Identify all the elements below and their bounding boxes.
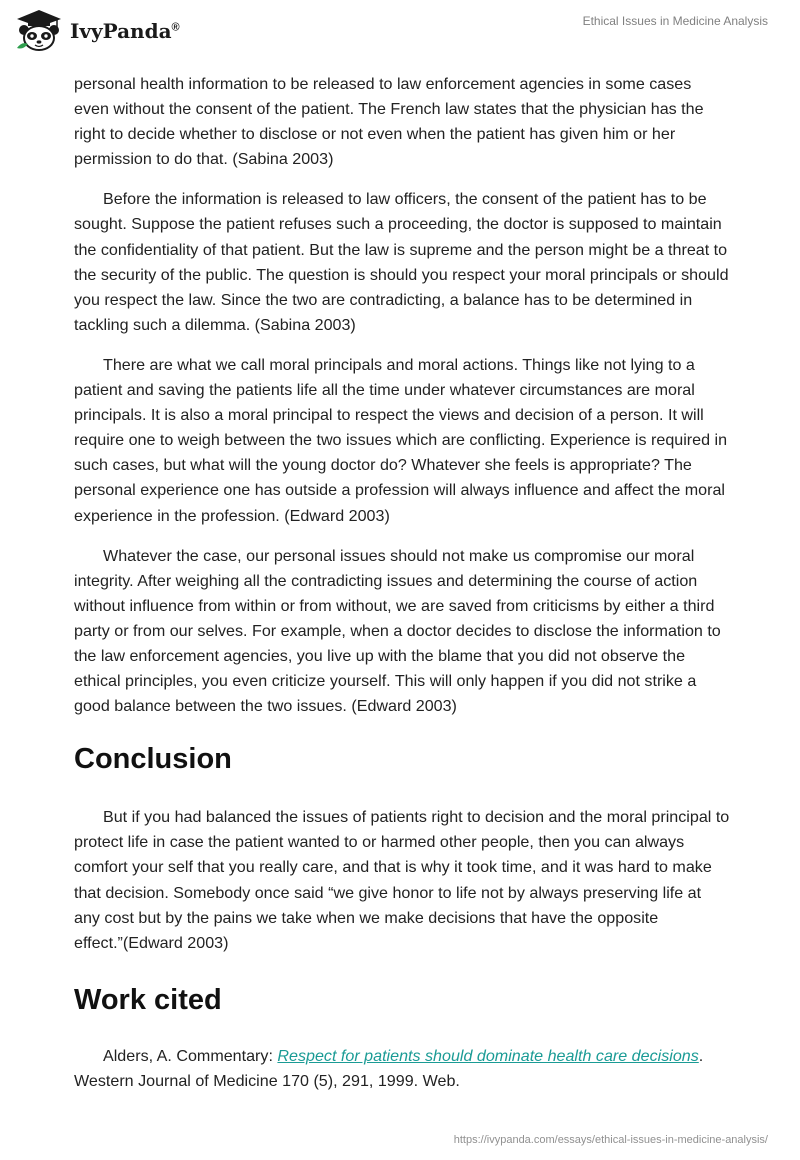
conclusion-heading: Conclusion [74, 743, 232, 776]
body-paragraph: There are what we call moral principals and moral actions. Things like not lying to a patient and saving the patients life all the time under whatever circumstances are moral principals. It is also a moral principal to respect the views and decision of a person. It will require one to weigh between the two issues which are conflicting. Experience is required in such cases, but what will the young doctor do? Whatever she feels is appropriate? The personal experience one has outside a profession will always influence and affect the moral experience in the profession. (Edward 2003) [74, 355, 728, 525]
body-paragraph: Whatever the case, our personal issues should not make us compromise our moral integrity. After weighing all the contradicting issues and determining the course of action without influence from within or from without, we are saved from criticisms by either a third party or from our selves. For example, when a doctor decides to disclose the information to the law enforcement agencies, you live up with the blame that you did not observe the ethical principles, you even criticize yourself. This will only happen if you did not strike a good balance between the two issues. (Edward 2003) [74, 546, 721, 716]
body-paragraph: personal health information to be released to law enforcement agencies in some cases even without the consent of the patient. The French law states that the physician has the right to decide whether to disclose or not even when the patient has given him or her permission to do that. (Sabina 2003) [74, 75, 704, 169]
conclusion-paragraph: But if you had balanced the issues of patients right to decision and the moral principal to protect life in case the patient wanted to or harmed other people, then you can always comfort your self that you really care, and that is why it took time, and it was hard to make that decision. Somebody once said “we give honor to life not by always preserving life at any cost but by the pains we take when we make decisions that have the opposite effect.”(Edward 2003) [74, 808, 730, 952]
ivypanda-logo[interactable] [14, 8, 180, 52]
citation-link[interactable]: Respect for patients should dominate health care decisions [277, 1046, 699, 1065]
panda-graduation-icon [14, 8, 64, 52]
essay-body [74, 72, 730, 1109]
citation-prefix: Alders, A. Commentary: [103, 1046, 278, 1065]
document-title: Ethical Issues in Medicine Analysis [582, 14, 768, 28]
citation-entry [74, 1044, 730, 1094]
page-header [0, 0, 800, 64]
source-url[interactable]: https://ivypanda.com/essays/ethical-issues-in-medicine-analysis/ [453, 1134, 768, 1146]
registered-mark: ® [171, 21, 180, 34]
body-paragraph: Before the information is released to law officers, the consent of the patient has to be sought. Suppose the patient refuses such a proceeding, the doctor is supposed to maintain the confidentiality of that patient. But the law is supreme and the person might be a threat to the security of the public. The question is should you respect your moral principals or should you respect the law. Since the two are contradicting, a balance has to be determined in tackling such a dilemma. (Sabina 2003) [74, 190, 729, 334]
works-cited-heading: Work cited [74, 983, 222, 1016]
brand-name: IvyPanda® [70, 19, 180, 43]
citation-suffix: . Western Journal of Medicine 170 (5), 291, 1999. Web. [74, 1046, 704, 1090]
